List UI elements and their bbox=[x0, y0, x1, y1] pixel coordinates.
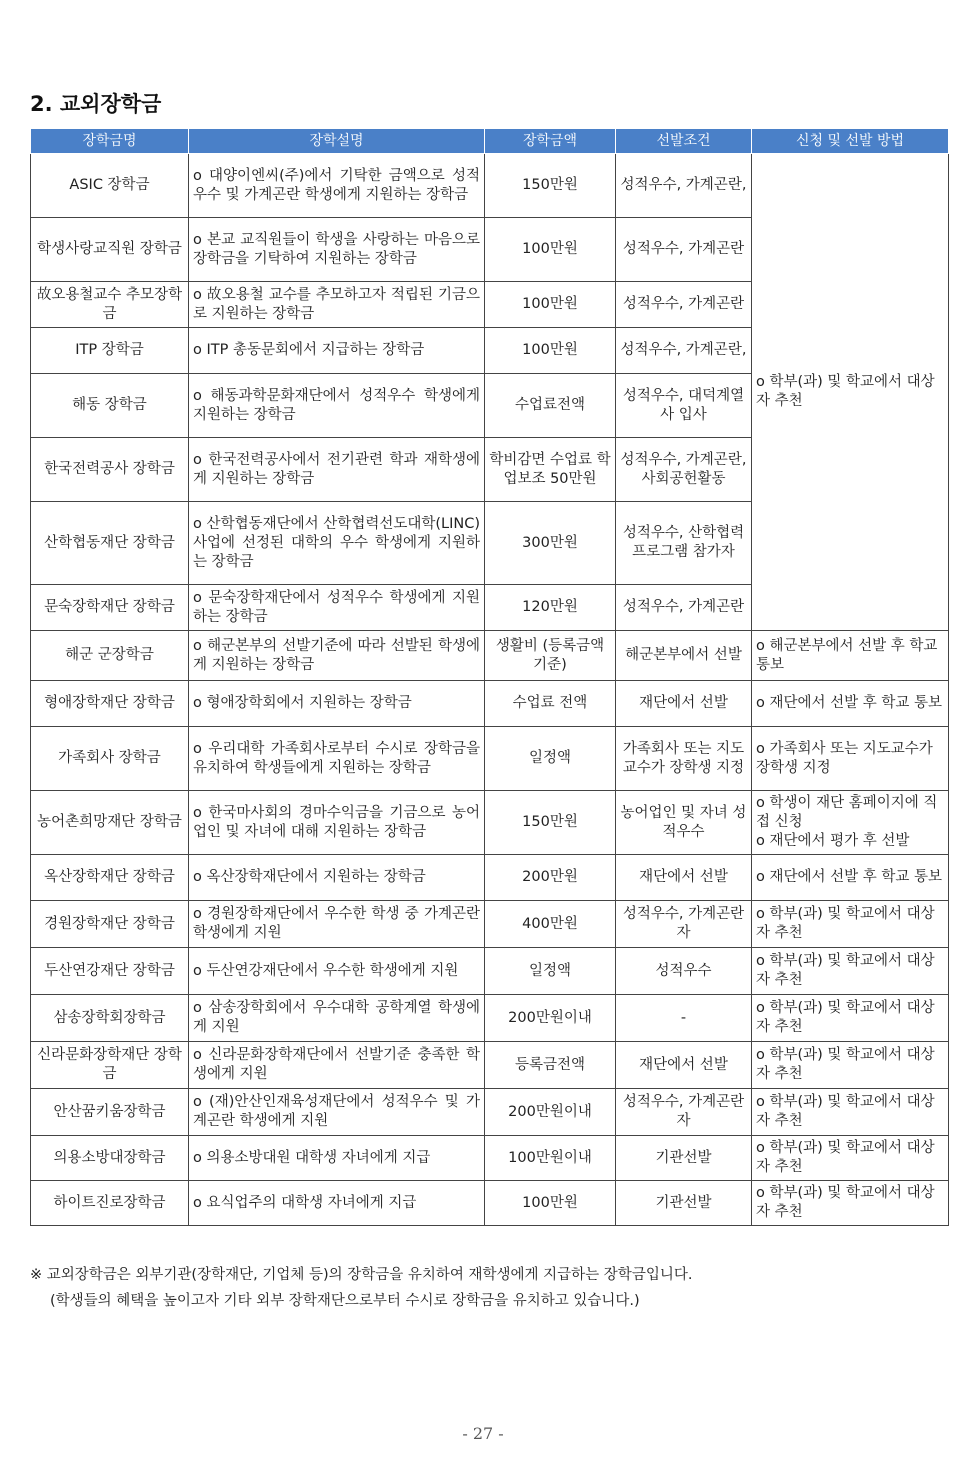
scholarship-name: 해군 군장학금 bbox=[31, 631, 189, 681]
scholarship-amount: 120만원 bbox=[485, 585, 616, 631]
application-method: o 학부(과) 및 학교에서 대상자 추천 bbox=[752, 1089, 949, 1136]
scholarship-description: o 산학협동재단에서 산학협력선도대학(LINC) 사업에 선정된 대학의 우수 학생에게 지원하는 장학금 bbox=[189, 502, 485, 585]
selection-condition: 성적우수 bbox=[616, 948, 752, 995]
scholarship-amount: 100만원 bbox=[485, 328, 616, 374]
table-row bbox=[31, 791, 949, 855]
section-title: 2. 교외장학금 bbox=[30, 92, 162, 116]
scholarship-amount: 생활비 (등록금액 기준) bbox=[485, 631, 616, 681]
scholarship-amount: 150만원 bbox=[485, 154, 616, 218]
scholarship-name: ITP 장학금 bbox=[31, 328, 189, 374]
table-row bbox=[31, 154, 949, 218]
scholarship-description: o 한국마사회의 경마수익금을 기금으로 농어업인 및 자녀에 대해 지원하는 장학금 bbox=[189, 791, 485, 855]
scholarship-amount: 200만원 bbox=[485, 855, 616, 901]
scholarship-description: o 요식업주의 대학생 자녀에게 지급 bbox=[189, 1181, 485, 1226]
scholarship-amount: 200만원이내 bbox=[485, 1089, 616, 1136]
application-method: o 학부(과) 및 학교에서 대상자 추천 bbox=[752, 948, 949, 995]
header-method: 신청 및 선발 방법 bbox=[752, 129, 949, 154]
scholarship-amount: 100만원이내 bbox=[485, 1136, 616, 1181]
scholarship-name: 안산꿈키움장학금 bbox=[31, 1089, 189, 1136]
scholarship-description: o 문숙장학재단에서 성적우수 학생에게 지원하는 장학금 bbox=[189, 585, 485, 631]
selection-condition: 해군본부에서 선발 bbox=[616, 631, 752, 681]
scholarship-name: 신라문화장학재단 장학금 bbox=[31, 1042, 189, 1089]
scholarship-description: o 의용소방대원 대학생 자녀에게 지급 bbox=[189, 1136, 485, 1181]
scholarship-description: o (재)안산인재육성재단에서 성적우수 및 가계곤란 학생에게 지원 bbox=[189, 1089, 485, 1136]
table-row bbox=[31, 1136, 949, 1181]
footnote bbox=[30, 1262, 692, 1314]
scholarship-description: o 신라문화장학재단에서 선발기준 충족한 학생에게 지원 bbox=[189, 1042, 485, 1089]
scholarship-description: o 경원장학재단에서 우수한 학생 중 가계곤란 학생에게 지원 bbox=[189, 901, 485, 948]
selection-condition: 성적우수, 가계곤란, 사회공헌활동 bbox=[616, 438, 752, 502]
scholarship-name: 하이트진로장학금 bbox=[31, 1181, 189, 1226]
scholarship-amount: 400만원 bbox=[485, 901, 616, 948]
scholarship-name: 학생사랑교직원 장학금 bbox=[31, 218, 189, 282]
application-method: o 재단에서 선발 후 학교 통보 bbox=[752, 681, 949, 727]
scholarship-amount: 일정액 bbox=[485, 727, 616, 791]
selection-condition: 재단에서 선발 bbox=[616, 681, 752, 727]
scholarship-description: o 본교 교직원들이 학생을 사랑하는 마음으로 장학금을 기탁하여 지원하는 장학금 bbox=[189, 218, 485, 282]
table-row bbox=[31, 681, 949, 727]
header-amount: 장학금액 bbox=[485, 129, 616, 154]
application-method-line: o 재단에서 평가 후 선발 bbox=[756, 833, 910, 849]
selection-condition: 성적우수, 가계곤란자 bbox=[616, 1089, 752, 1136]
selection-condition: 성적우수, 가계곤란 bbox=[616, 218, 752, 282]
scholarship-amount: 100만원 bbox=[485, 1181, 616, 1226]
scholarship-name: 故오용철교수 추모장학금 bbox=[31, 282, 189, 328]
scholarship-amount: 수업료전액 bbox=[485, 374, 616, 438]
application-method: o 학부(과) 및 학교에서 대상자 추천 bbox=[752, 995, 949, 1042]
scholarship-name: 형애장학재단 장학금 bbox=[31, 681, 189, 727]
scholarship-table bbox=[30, 128, 949, 1226]
scholarship-name: 한국전력공사 장학금 bbox=[31, 438, 189, 502]
scholarship-amount: 300만원 bbox=[485, 502, 616, 585]
scholarship-name: ASIC 장학금 bbox=[31, 154, 189, 218]
selection-condition: 성적우수, 가계곤란, bbox=[616, 154, 752, 218]
scholarship-description: o 삼송장학회에서 우수대학 공학계열 학생에게 지원 bbox=[189, 995, 485, 1042]
table-row bbox=[31, 995, 949, 1042]
scholarship-name: 옥산장학재단 장학금 bbox=[31, 855, 189, 901]
header-name: 장학금명 bbox=[31, 129, 189, 154]
scholarship-amount: 100만원 bbox=[485, 282, 616, 328]
selection-condition: 기관선발 bbox=[616, 1136, 752, 1181]
selection-condition: 기관선발 bbox=[616, 1181, 752, 1226]
scholarship-amount: 200만원이내 bbox=[485, 995, 616, 1042]
scholarship-name: 문숙장학재단 장학금 bbox=[31, 585, 189, 631]
selection-condition: 성적우수, 대덕계열사 입사 bbox=[616, 374, 752, 438]
application-method: o 학부(과) 및 학교에서 대상자 추천 bbox=[752, 1181, 949, 1226]
scholarship-amount: 학비감면 수업료 학업보조 50만원 bbox=[485, 438, 616, 502]
scholarship-name: 의용소방대장학금 bbox=[31, 1136, 189, 1181]
selection-condition: 성적우수, 산학협력 프로그램 참가자 bbox=[616, 502, 752, 585]
scholarship-description: o 옥산장학재단에서 지원하는 장학금 bbox=[189, 855, 485, 901]
application-method: o 재단에서 선발 후 학교 통보 bbox=[752, 855, 949, 901]
table-row bbox=[31, 855, 949, 901]
selection-condition: 가족회사 또는 지도교수가 장학생 지정 bbox=[616, 727, 752, 791]
application-method: o 해군본부에서 선발 후 학교 통보 bbox=[752, 631, 949, 681]
footnote-line: (학생들의 혜택을 높이고자 기타 외부 장학재단으로부터 수시로 장학금을 유치하고 있습니다.) bbox=[50, 1293, 640, 1309]
table-header-row bbox=[31, 129, 949, 154]
scholarship-description: o 故오용철 교수를 추모하고자 적립된 기금으로 지원하는 장학금 bbox=[189, 282, 485, 328]
application-method: o 학부(과) 및 학교에서 대상자 추천 bbox=[752, 901, 949, 948]
scholarship-amount: 일정액 bbox=[485, 948, 616, 995]
scholarship-name: 두산연강재단 장학금 bbox=[31, 948, 189, 995]
scholarship-amount: 수업료 전액 bbox=[485, 681, 616, 727]
scholarship-description: o 한국전력공사에서 전기관련 학과 재학생에게 지원하는 장학금 bbox=[189, 438, 485, 502]
application-method: o 학부(과) 및 학교에서 대상자 추천 bbox=[752, 154, 949, 631]
selection-condition: 성적우수, 가계곤란, bbox=[616, 328, 752, 374]
table-row bbox=[31, 948, 949, 995]
application-method-line: o 학생이 재단 홈페이지에 직접 신청 bbox=[756, 795, 938, 830]
application-method bbox=[752, 791, 949, 855]
scholarship-description: o 해동과학문화재단에서 성적우수 학생에게 지원하는 장학금 bbox=[189, 374, 485, 438]
table-row bbox=[31, 1181, 949, 1226]
scholarship-description: o ITP 총동문회에서 지급하는 장학금 bbox=[189, 328, 485, 374]
selection-condition: 성적우수, 가계곤란 bbox=[616, 282, 752, 328]
table-row bbox=[31, 1042, 949, 1089]
application-method: o 학부(과) 및 학교에서 대상자 추천 bbox=[752, 1136, 949, 1181]
footnote-line: ※ 교외장학금은 외부기관(장학재단, 기업체 등)의 장학금을 유치하여 재학생에게 지급하는 장학금입니다. bbox=[30, 1267, 693, 1283]
scholarship-name: 농어촌희망재단 장학금 bbox=[31, 791, 189, 855]
scholarship-amount: 등록금전액 bbox=[485, 1042, 616, 1089]
scholarship-description: o 두산연강재단에서 우수한 학생에게 지원 bbox=[189, 948, 485, 995]
scholarship-description: o 대양이엔씨(주)에서 기탁한 금액으로 성적우수 및 가계곤란 학생에게 지원하는 장학금 bbox=[189, 154, 485, 218]
table-row bbox=[31, 727, 949, 791]
page-number: - 27 - bbox=[462, 1424, 504, 1443]
header-condition: 선발조건 bbox=[616, 129, 752, 154]
scholarship-description: o 해군본부의 선발기준에 따라 선발된 학생에게 지원하는 장학금 bbox=[189, 631, 485, 681]
scholarship-name: 가족회사 장학금 bbox=[31, 727, 189, 791]
scholarship-amount: 150만원 bbox=[485, 791, 616, 855]
scholarship-name: 삼송장학회장학금 bbox=[31, 995, 189, 1042]
selection-condition: 농어업인 및 자녀 성적우수 bbox=[616, 791, 752, 855]
selection-condition: - bbox=[616, 995, 752, 1042]
scholarship-description: o 형애장학회에서 지원하는 장학금 bbox=[189, 681, 485, 727]
selection-condition: 재단에서 선발 bbox=[616, 855, 752, 901]
header-description: 장학설명 bbox=[189, 129, 485, 154]
table-row bbox=[31, 631, 949, 681]
application-method: o 학부(과) 및 학교에서 대상자 추천 bbox=[752, 1042, 949, 1089]
selection-condition: 성적우수, 가계곤란 bbox=[616, 585, 752, 631]
scholarship-name: 해동 장학금 bbox=[31, 374, 189, 438]
table-row bbox=[31, 1089, 949, 1136]
scholarship-description: o 우리대학 가족회사로부터 수시로 장학금을 유치하여 학생들에게 지원하는 장학금 bbox=[189, 727, 485, 791]
selection-condition: 성적우수, 가계곤란자 bbox=[616, 901, 752, 948]
selection-condition: 재단에서 선발 bbox=[616, 1042, 752, 1089]
scholarship-name: 경원장학재단 장학금 bbox=[31, 901, 189, 948]
scholarship-amount: 100만원 bbox=[485, 218, 616, 282]
application-method: o 가족회사 또는 지도교수가 장학생 지정 bbox=[752, 727, 949, 791]
scholarship-name: 산학협동재단 장학금 bbox=[31, 502, 189, 585]
table-row bbox=[31, 901, 949, 948]
